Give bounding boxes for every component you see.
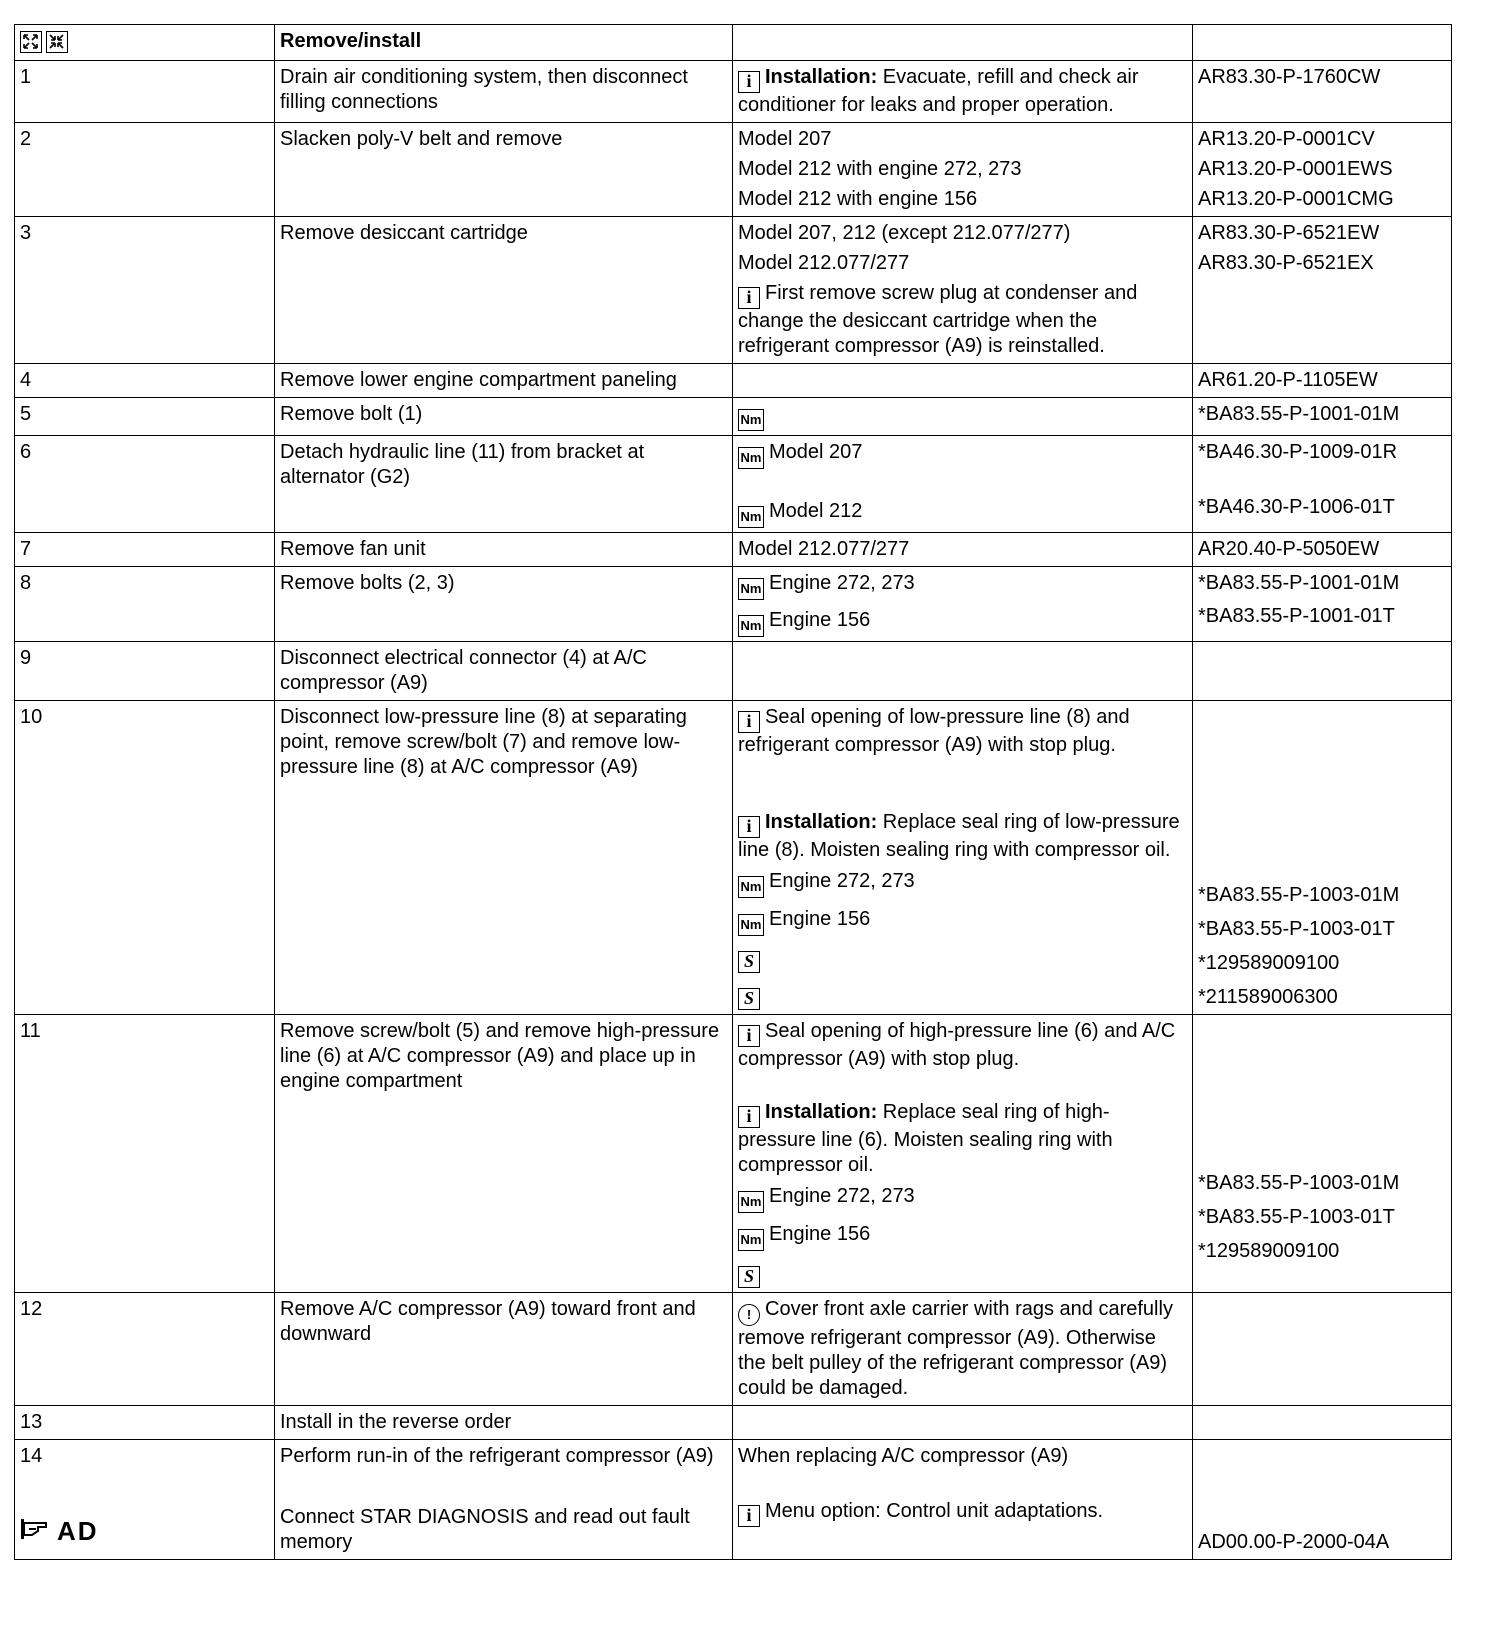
step-details: Nm Model 207 Nm Model 212 (733, 436, 1193, 533)
reference-link[interactable]: AR83.30-P-1760CW (1198, 66, 1381, 88)
reference-link[interactable]: *BA83.55-P-1003-01M (1198, 1172, 1400, 1194)
step-action: Install in the reverse order (275, 1406, 733, 1440)
step-action: Detach hydraulic line (11) from bracket at alternator (G2) (275, 436, 733, 533)
step-details: Model 207, 212 (except 212.077/277) Model 212.077/277 i First remove screw plug at condenser and change the desiccant cartridge when the refrigerant compressor (A9) is reinstalled. (733, 217, 1193, 364)
info-icon: i (738, 816, 760, 838)
reference-link[interactable]: *211589006300 (1198, 986, 1338, 1008)
step-details: i Seal opening of low-pressure line (8) and refrigerant compressor (A9) with stop plug. i Installation: Replace seal ring of low-pressure line (8). Moisten sealing ring with compressor oil. Nm Engine 272, 273 Nm Engine 156 S S (733, 701, 1193, 1015)
table-row (15, 436, 1452, 533)
step-number: 7 (15, 533, 275, 567)
reference-link[interactable]: *BA46.30-P-1009-01R (1198, 441, 1398, 463)
step-number: 13 (15, 1406, 275, 1440)
reference-link[interactable]: AR61.20-P-1105EW (1198, 369, 1378, 391)
diagnosis-hand-icon (20, 1517, 52, 1541)
info-icon: i (738, 1106, 760, 1128)
torque-icon: Nm (738, 1191, 764, 1213)
step-number: 11 (15, 1015, 275, 1293)
table-row (15, 1406, 1452, 1440)
table-row (15, 642, 1452, 701)
table-row (15, 1293, 1452, 1406)
step-action: Remove bolts (2, 3) (275, 567, 733, 642)
step-refs (1193, 436, 1452, 533)
reference-link[interactable]: AR13.20-P-0001EWS (1198, 158, 1393, 180)
step-number: 5 (15, 398, 275, 436)
reference-link[interactable]: *BA83.55-P-1001-01M (1198, 403, 1400, 425)
header-icons-cell (15, 25, 275, 61)
reference-link[interactable]: AD00.00-P-2000-04A (1198, 1531, 1390, 1553)
torque-icon: Nm (738, 447, 764, 469)
step-details: ! Cover front axle carrier with rags and carefully remove refrigerant compressor (A9). Otherwise the belt pulley of the refrigerant compressor (A9) could be damaged. (733, 1293, 1193, 1406)
table-row (15, 364, 1452, 398)
info-icon: i (738, 71, 760, 93)
step-refs (1193, 398, 1452, 436)
torque-icon: Nm (738, 409, 764, 431)
step-refs (1193, 1440, 1452, 1560)
table-row (15, 398, 1452, 436)
step-details: Model 212.077/277 (733, 533, 1193, 567)
step-refs (1193, 1015, 1452, 1293)
step-number: 2 (15, 123, 275, 217)
step-details (733, 398, 1193, 436)
table-row (15, 533, 1452, 567)
caution-icon: ! (738, 1304, 760, 1326)
special-tool-icon: S (738, 988, 760, 1010)
step-number: 9 (15, 642, 275, 701)
step-number: 6 (15, 436, 275, 533)
step-refs (1193, 364, 1452, 398)
step-action: Remove bolt (1) (275, 398, 733, 436)
step-details: i Installation: Evacuate, refill and check air conditioner for leaks and proper operation. (733, 61, 1193, 123)
step-action: Disconnect low-pressure line (8) at separating point, remove screw/bolt (7) and remove low-pressure line (8) at A/C compressor (A9) (275, 701, 733, 1015)
step-number: 10 (15, 701, 275, 1015)
step-action: Remove fan unit (275, 533, 733, 567)
reference-link[interactable]: *BA83.55-P-1001-01T (1198, 605, 1395, 627)
info-icon: i (738, 287, 760, 309)
reference-link[interactable]: AR83.30-P-6521EW (1198, 222, 1380, 244)
step-number: 3 (15, 217, 275, 364)
special-tool-icon: S (738, 1266, 760, 1288)
reference-link[interactable]: *BA83.55-P-1003-01M (1198, 884, 1400, 906)
step-number: 12 (15, 1293, 275, 1406)
step-action: Remove desiccant cartridge (275, 217, 733, 364)
step-number: 14 AD (15, 1440, 275, 1560)
step-details: Nm Engine 272, 273 Nm Engine 156 (733, 567, 1193, 642)
table-row (15, 1015, 1452, 1293)
header-row (15, 25, 1452, 61)
step-refs (1193, 701, 1452, 1015)
step-refs (1193, 61, 1452, 123)
reference-link[interactable]: AR13.20-P-0001CV (1198, 128, 1375, 150)
table-row (15, 61, 1452, 123)
step-details: Model 207 Model 212 with engine 272, 273 Model 212 with engine 156 (733, 123, 1193, 217)
step-action: Remove A/C compressor (A9) toward front and downward (275, 1293, 733, 1406)
step-refs (1193, 567, 1452, 642)
step-number: 1 (15, 61, 275, 123)
table-row (15, 123, 1452, 217)
step-action: Drain air conditioning system, then disconnect filling connections (275, 61, 733, 123)
step-details: When replacing A/C compressor (A9) i Menu option: Control unit adaptations. (733, 1440, 1193, 1560)
step-action: Disconnect electrical connector (4) at A/C compressor (A9) (275, 642, 733, 701)
reference-link[interactable]: AR20.40-P-5050EW (1198, 538, 1380, 560)
info-icon: i (738, 1025, 760, 1047)
step-number: 4 (15, 364, 275, 398)
reference-link[interactable]: AR13.20-P-0001CMG (1198, 188, 1394, 210)
torque-icon: Nm (738, 914, 764, 936)
step-action: Remove screw/bolt (5) and remove high-pressure line (6) at A/C compressor (A9) and place up in engine compartment (275, 1015, 733, 1293)
reference-link[interactable]: *BA46.30-P-1006-01T (1198, 496, 1395, 518)
special-tool-icon: S (738, 951, 760, 973)
step-number: 8 (15, 567, 275, 642)
ad-label: AD (57, 1516, 99, 1546)
table-row (15, 217, 1452, 364)
torque-icon: Nm (738, 578, 764, 600)
reference-link[interactable]: *BA83.55-P-1003-01T (1198, 918, 1395, 940)
step-refs (1193, 123, 1452, 217)
step-action: Remove lower engine compartment paneling (275, 364, 733, 398)
collapse-icon[interactable] (46, 31, 68, 53)
torque-icon: Nm (738, 876, 764, 898)
info-icon: i (738, 711, 760, 733)
reference-link[interactable]: *BA83.55-P-1003-01T (1198, 1206, 1395, 1228)
reference-link[interactable]: *129589009100 (1198, 952, 1340, 974)
reference-link[interactable]: AR83.30-P-6521EX (1198, 252, 1374, 274)
procedure-table (14, 24, 1452, 1560)
reference-link[interactable]: *BA83.55-P-1001-01M (1198, 572, 1400, 594)
step-refs (1193, 217, 1452, 364)
expand-icon[interactable] (20, 31, 42, 53)
torque-icon: Nm (738, 1229, 764, 1251)
reference-link[interactable]: *129589009100 (1198, 1240, 1340, 1262)
step-details: i Seal opening of high-pressure line (6) and A/C compressor (A9) with stop plug. i Installation: Replace seal ring of high-pressure line (6). Moisten sealing ring with compressor oil. Nm Engine 272, 273 Nm Engine 156 S (733, 1015, 1193, 1293)
step-action: Slacken poly-V belt and remove (275, 123, 733, 217)
torque-icon: Nm (738, 506, 764, 528)
step-refs (1193, 533, 1452, 567)
table-row (15, 701, 1452, 1015)
header-title: Remove/install (275, 25, 733, 61)
info-icon: i (738, 1505, 760, 1527)
step-action: Perform run-in of the refrigerant compressor (A9) Connect STAR DIAGNOSIS and read out fault memory (275, 1440, 733, 1560)
torque-icon: Nm (738, 615, 764, 637)
table-row (15, 1440, 1452, 1560)
table-row (15, 567, 1452, 642)
